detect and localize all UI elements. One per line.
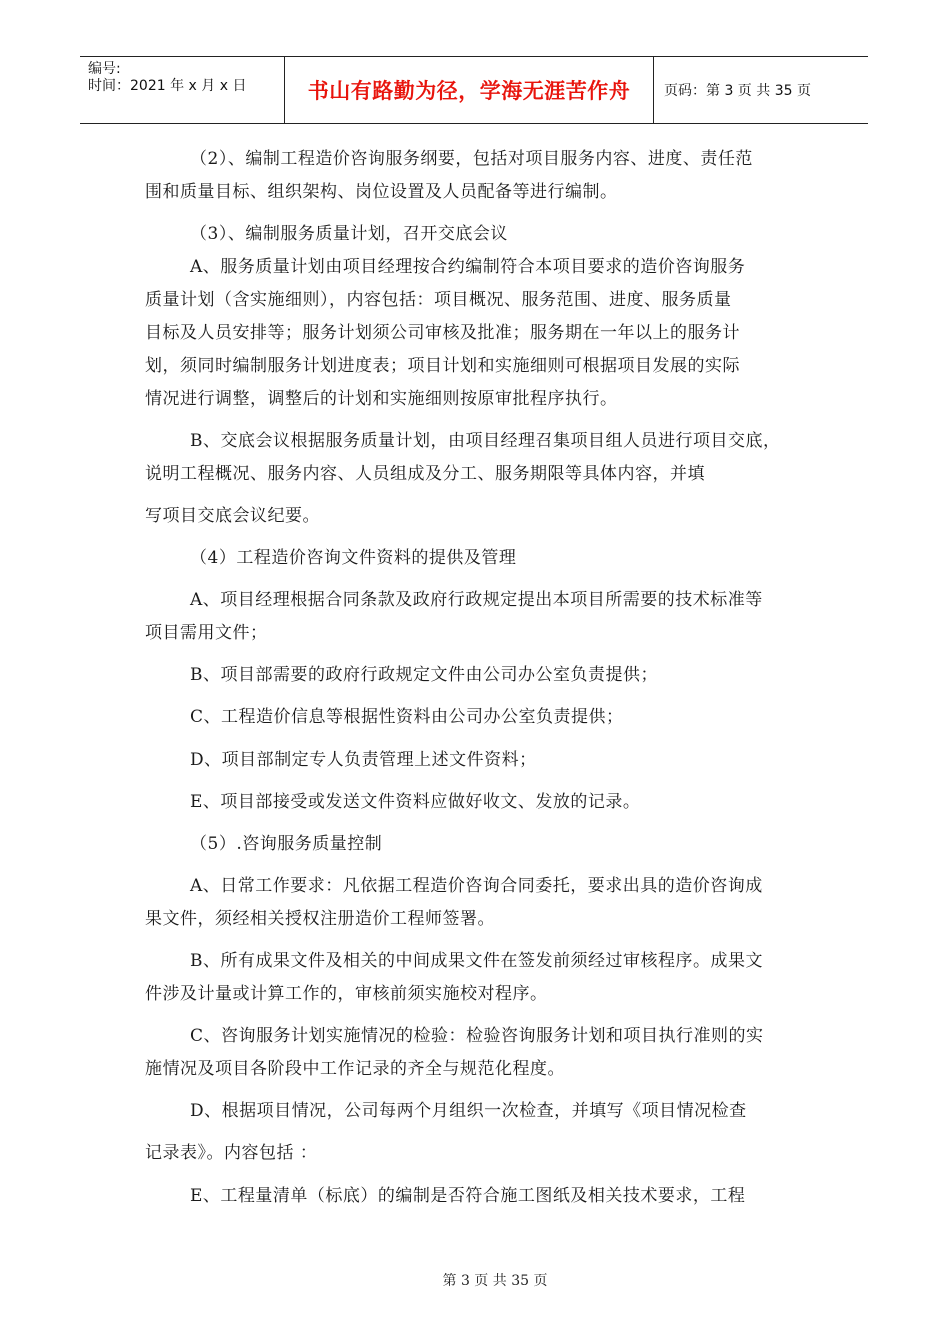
text-line: （5）.咨询服务质量控制: [190, 834, 383, 854]
text-line: A、项目经理根据合同条款及政府行政规定提出本项目所需要的技术标准等: [190, 590, 763, 610]
text-line: 质量计划（含实施细则），内容包括：项目概况、服务范围、进度、服务质量: [145, 290, 732, 310]
text-line: E、项目部接受或发送文件资料应做好收文、发放的记录。: [190, 792, 641, 812]
page-footer: 第 3 页 共 35 页: [442, 1273, 548, 1289]
text-line: D、根据项目情况，公司每两个月组织一次检查，并填写《项目情况检查: [190, 1101, 747, 1121]
text-line: 施情况及项目各阶段中工作记录的齐全与规范化程度。: [145, 1059, 565, 1079]
text-line: 围和质量目标、组织架构、岗位设置及人员配备等进行编制。: [145, 182, 618, 202]
document-date: 时间：2021 年 x 月 x 日: [88, 78, 247, 94]
header-motto: 书山有路勤为径，学海无涯苦作舟: [284, 57, 654, 123]
text-line: 件涉及计量或计算工作的，审核前须实施校对程序。: [145, 984, 548, 1004]
text-line: 写项目交底会议纪要。: [145, 506, 320, 526]
document-number-label: 编号:: [88, 61, 121, 77]
text-line: A、服务质量计划由项目经理按合约编制符合本项目要求的造价咨询服务: [190, 257, 746, 277]
header-meta: [80, 57, 284, 123]
text-line: （3）、编制服务质量计划，召开交底会议: [190, 224, 508, 244]
text-line: D、项目部制定专人负责管理上述文件资料；: [190, 750, 537, 770]
text-line: C、工程造价信息等根据性资料由公司办公室负责提供；: [190, 707, 624, 727]
page-header: [80, 56, 868, 124]
text-line: （4）工程造价咨询文件资料的提供及管理: [190, 548, 517, 568]
text-line: B、项目部需要的政府行政规定文件由公司办公室负责提供；: [190, 665, 658, 685]
text-line: B、所有成果文件及相关的中间成果文件在签发前须经过审核程序。成果文: [190, 951, 763, 971]
text-line: A、日常工作要求：凡依据工程造价咨询合同委托，要求出具的造价咨询成: [190, 876, 763, 896]
text-line: 记录表》。内容包括 ：: [145, 1143, 318, 1163]
text-line: 项目需用文件；: [145, 623, 268, 643]
text-line: B、交底会议根据服务质量计划，由项目经理召集项目组人员进行项目交底，: [190, 431, 781, 451]
text-line: C、咨询服务计划实施情况的检验：检验咨询服务计划和项目执行准则的实: [190, 1026, 764, 1046]
header-page-info: 页码：第 3 页 共 35 页: [664, 83, 811, 99]
text-line: 说明工程概况、服务内容、人员组成及分工、服务期限等具体内容，并填: [145, 464, 705, 484]
text-line: 果文件，须经相关授权注册造价工程师签署。: [145, 909, 495, 929]
text-line: 目标及人员安排等；服务计划须公司审核及批准；服务期在一年以上的服务计: [145, 323, 740, 343]
text-line: E、工程量清单（标底）的编制是否符合施工图纸及相关技术要求，工程: [190, 1186, 746, 1206]
text-line: （2）、编制工程造价咨询服务纲要，包括对项目服务内容、进度、责任范: [190, 149, 753, 169]
text-line: 情况进行调整，调整后的计划和实施细则按原审批程序执行。: [145, 389, 618, 409]
text-line: 划，须同时编制服务计划进度表；项目计划和实施细则可根据项目发展的实际: [145, 356, 740, 376]
